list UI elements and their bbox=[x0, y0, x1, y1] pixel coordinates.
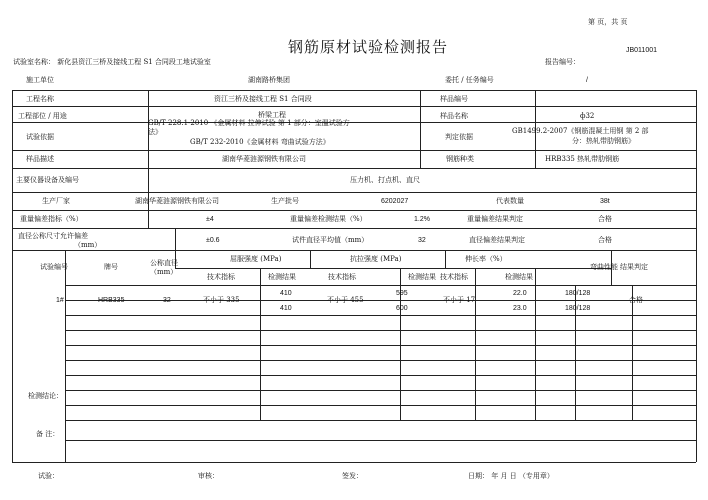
sample-desc: 湖南华菱涟源钢铁有限公司 bbox=[222, 155, 306, 163]
weight-judge: 合格 bbox=[598, 215, 612, 223]
grid-line bbox=[65, 420, 696, 421]
col-bend: 弯曲性能 bbox=[590, 263, 618, 271]
grid-line bbox=[260, 268, 261, 420]
col-tensile-result: 检测结果 bbox=[408, 273, 436, 281]
grid-line bbox=[12, 150, 696, 151]
grid-line bbox=[12, 90, 696, 91]
diameter-judge-label: 直径偏差结果判定 bbox=[469, 236, 525, 244]
diameter-unit: （mm） bbox=[74, 241, 102, 249]
col-elong-result: 检测结果 bbox=[505, 273, 533, 281]
diameter-mean-label: 试件直径平均值（mm） bbox=[292, 236, 369, 244]
col-yield-result: 检测结果 bbox=[268, 273, 296, 281]
grid-line bbox=[65, 315, 696, 316]
conclusion-label: 检测结论： bbox=[28, 392, 63, 400]
col-elongation: 伸长率（%） bbox=[465, 255, 507, 263]
judge-basis-line-2: 分：热轧带肋钢筋》 bbox=[572, 137, 635, 145]
grid-line bbox=[632, 285, 633, 420]
quantity: 38t bbox=[600, 198, 610, 205]
grid-line bbox=[65, 405, 696, 406]
col-elong-tech: 技术指标 bbox=[440, 273, 468, 281]
grid-line bbox=[12, 250, 696, 251]
col-tensile-tech: 技术指标 bbox=[328, 273, 356, 281]
basis-line-2: GB/T 232-2010《金属材料 弯曲试验方法》 bbox=[190, 138, 330, 146]
weight-result: 1.2% bbox=[414, 216, 430, 223]
sample-no-label: 样品编号 bbox=[440, 95, 468, 103]
commission-value: / bbox=[586, 77, 588, 84]
col-tensile: 抗拉强度 (MPa) bbox=[350, 255, 402, 263]
grid-line bbox=[65, 330, 696, 331]
construction-unit-label: 施工单位 bbox=[26, 76, 54, 84]
col-grade: 牌号 bbox=[104, 263, 118, 271]
row-judgement: 合格 bbox=[629, 296, 643, 304]
diameter-label: 直径公称尺寸允许偏差 bbox=[18, 232, 88, 240]
part-label: 工程部位 / 用途 bbox=[18, 112, 67, 120]
row-bend-1: 180/128 bbox=[565, 290, 591, 297]
grid-line bbox=[65, 375, 696, 376]
grid-line bbox=[65, 360, 696, 361]
report-number-label: 报告编号： bbox=[545, 58, 580, 66]
reviewer-label: 审核： bbox=[198, 472, 219, 480]
row-yield-1: 410 bbox=[280, 290, 292, 297]
grid-line bbox=[175, 268, 611, 269]
grid-line bbox=[12, 168, 696, 169]
row-bend-2: 180/128 bbox=[565, 305, 591, 312]
grid-line bbox=[12, 192, 696, 193]
row-yield-2: 410 bbox=[280, 305, 292, 312]
grid-line bbox=[148, 90, 149, 228]
equipment-label: 主要仪器设备及编号 bbox=[16, 176, 79, 184]
col-nominal-unit: （mm） bbox=[150, 268, 178, 276]
row-tensile-index: 不小于 455 bbox=[327, 296, 364, 304]
grid-line bbox=[65, 345, 696, 346]
report-title: 钢筋原材试验检测报告 bbox=[288, 38, 449, 56]
grid-line bbox=[12, 462, 696, 463]
grid-line bbox=[310, 250, 311, 268]
grid-line bbox=[12, 90, 13, 462]
col-sample-no: 试验编号 bbox=[40, 263, 68, 271]
weight-judge-label: 重量偏差结果判定 bbox=[467, 215, 523, 223]
rebar-type: HRB335 热轧带肋钢筋 bbox=[545, 155, 620, 163]
row-tensile-1: 595 bbox=[396, 290, 408, 297]
grid-line bbox=[420, 90, 421, 168]
row-tensile-2: 600 bbox=[396, 305, 408, 312]
row-elong-2: 23.0 bbox=[513, 305, 527, 312]
equipment: 压力机、打点机、直尺 bbox=[350, 176, 420, 184]
rebar-type-label: 钢筋种类 bbox=[446, 155, 474, 163]
grid-line bbox=[12, 210, 696, 211]
grid-line bbox=[696, 90, 697, 462]
diameter-mean: 32 bbox=[418, 237, 426, 244]
col-yield: 屈服强度 (MPa) bbox=[230, 255, 282, 263]
basis-line-1b: 法》 bbox=[148, 128, 162, 136]
report-code: JB011001 bbox=[626, 47, 658, 54]
lab-name: 试验室名称： 新化县资江三桥及接线工程 S1 合同段工地试验室 bbox=[13, 58, 211, 66]
batch-label: 生产批号 bbox=[271, 197, 299, 205]
weight-result-label: 重量偏差检测结果（%） bbox=[290, 215, 367, 223]
weight-label: 重量偏差指标（%） bbox=[20, 215, 83, 223]
diameter-judge: 合格 bbox=[598, 236, 612, 244]
grid-line bbox=[12, 228, 696, 229]
grid-line bbox=[535, 268, 536, 420]
batch-number: 6202027 bbox=[381, 198, 409, 205]
diameter-tolerance: ±0.6 bbox=[206, 237, 220, 244]
part-value: 桥梁工程 bbox=[258, 111, 286, 119]
grid-line bbox=[65, 250, 66, 462]
grid-line bbox=[445, 250, 446, 268]
sample-desc-label: 样品描述 bbox=[26, 155, 54, 163]
manufacturer-label: 生产厂家 bbox=[42, 197, 70, 205]
row-elong-index: 不小于 17 bbox=[443, 296, 476, 304]
weight-index: ±4 bbox=[206, 216, 214, 223]
commission-label: 委托 / 任务编号 bbox=[445, 76, 494, 84]
signer-label: 签发： bbox=[342, 472, 363, 480]
manufacturer: 湖南华菱涟源钢铁有限公司 bbox=[135, 197, 219, 205]
grid-line bbox=[475, 268, 476, 420]
col-yield-tech: 技术指标 bbox=[207, 273, 235, 281]
sample-name: ф32 bbox=[580, 112, 595, 120]
date-label: 日期： 年 月 日 （专用章） bbox=[468, 472, 554, 480]
remark-label: 备 注： bbox=[36, 430, 60, 438]
tester-label: 试验： bbox=[38, 472, 59, 480]
col-nominal: 公称直径 bbox=[150, 259, 178, 267]
row-elong-1: 22.0 bbox=[513, 290, 527, 297]
row-sample-no: 1# bbox=[56, 297, 64, 304]
judge-basis-label: 判定依据 bbox=[445, 133, 473, 141]
grid-line bbox=[65, 285, 696, 286]
row-grade: HRB335 bbox=[98, 297, 125, 304]
basis-line-1: GB/T 228.1-2010 《金属材料 拉伸试验 第 1 部分：室温试验方 bbox=[148, 119, 350, 127]
sample-name-label: 样品名称 bbox=[440, 112, 468, 120]
grid-line bbox=[65, 390, 696, 391]
grid-line bbox=[12, 106, 696, 107]
basis-label: 试验依据 bbox=[26, 133, 54, 141]
grid-line bbox=[65, 300, 696, 301]
project-name-label: 工程名称 bbox=[26, 95, 54, 103]
row-diameter: 32 bbox=[163, 297, 171, 304]
col-judgement: 结果判定 bbox=[620, 263, 648, 271]
grid-line bbox=[12, 122, 696, 123]
judge-basis-line-1: GB1499.2-2007《钢筋混凝土用钢 第 2 部 bbox=[512, 127, 649, 135]
grid-line bbox=[65, 440, 696, 441]
quantity-label: 代表数量 bbox=[496, 197, 524, 205]
page-number: 第 页，共 页 bbox=[588, 18, 628, 26]
row-yield-index: 不小于 335 bbox=[203, 296, 240, 304]
construction-unit: 湖南路桥集团 bbox=[248, 76, 290, 84]
project-name: 资江三桥及接线工程 S1 合同段 bbox=[214, 95, 312, 103]
